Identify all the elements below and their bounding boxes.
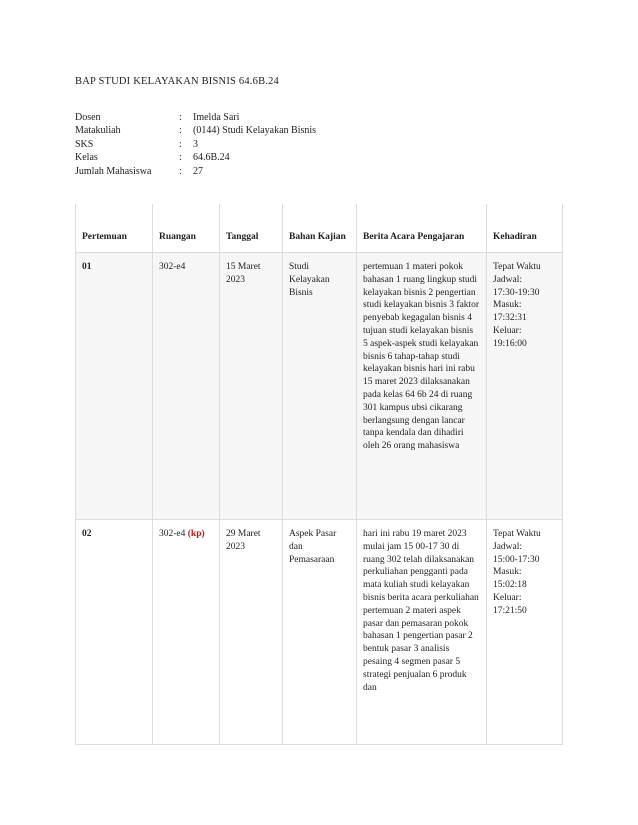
table-row: [76, 253, 563, 520]
cell-tanggal: 15 Maret 2023: [220, 253, 283, 520]
course-info: [75, 111, 316, 178]
cell-tanggal: 29 Maret 2023: [220, 520, 283, 745]
attendance-table: [75, 204, 563, 745]
info-value: 27: [193, 165, 203, 177]
info-colon: :: [179, 125, 182, 137]
info-colon: :: [179, 138, 182, 150]
header-bahan-kajian: Bahan Kajian: [283, 204, 357, 253]
info-colon: :: [179, 165, 182, 177]
header-berita-acara: Berita Acara Pengajaran: [357, 204, 487, 253]
cell-pertemuan: 02: [76, 520, 153, 745]
cell-berita-acara: hari ini rabu 19 maret 2023 mulai jam 15 00-17 30 di ruang 302 telah dilaksanakan perkuliahan pengganti pada mata kuliah studi kelayakan bisnis berita acara perkuliahan pertemuan 2 materi aspek pasar dan pemasaran pokok bahasan 1 pengertian pasar 2 bentuk pasar 3 analisis pesaing 4 segmen pasar 5 strategi penjualan 6 produk dan: [357, 520, 487, 745]
info-value: 3: [193, 138, 198, 150]
header-ruangan: Ruangan: [153, 204, 220, 253]
header-pertemuan: Pertemuan: [76, 204, 153, 253]
info-value: Imelda Sari: [193, 112, 240, 123]
kehadiran-keluar-label: Keluar:: [493, 592, 522, 603]
cell-bahan-kajian: Aspek Pasar dan Pemasaraan: [283, 520, 357, 745]
info-label: Matakuliah: [75, 125, 121, 137]
info-value: 64.6B.24: [193, 152, 230, 164]
info-value: (0144) Studi Kelayakan Bisnis: [193, 125, 317, 137]
ruangan-value: 302-e4: [159, 529, 186, 539]
info-row-dosen: [75, 111, 316, 124]
cell-bahan-kajian: Studi Kelayakan Bisnis: [283, 253, 357, 520]
cell-ruangan: [153, 520, 220, 745]
ruangan-value: 302-e4: [159, 262, 186, 272]
kehadiran-jadwal: 15:00-17:30: [493, 554, 540, 565]
kehadiran-jadwal-label: Jadwal:: [493, 541, 523, 552]
info-row-kelas: [75, 151, 316, 164]
info-label: SKS: [75, 138, 94, 150]
info-colon: :: [179, 112, 182, 123]
kehadiran-masuk-label: Masuk:: [493, 300, 522, 311]
cell-pertemuan: 01: [76, 253, 153, 520]
kehadiran-keluar-label: Keluar:: [493, 325, 522, 336]
info-colon: :: [179, 152, 182, 164]
table-header-row: [76, 204, 563, 253]
info-label: Kelas: [75, 152, 98, 164]
kehadiran-keluar: 19:16:00: [493, 338, 527, 349]
info-label: Jumlah Mahasiswa: [75, 165, 152, 177]
info-label: Dosen: [75, 112, 101, 123]
info-row-jumlah-mahasiswa: [75, 165, 316, 178]
table-row: [76, 520, 563, 745]
kehadiran-masuk: 15:02:18: [493, 580, 527, 591]
header-tanggal: Tanggal: [220, 204, 283, 253]
cell-berita-acara: pertemuan 1 materi pokok bahasan 1 ruang lingkup studi kelayakan bisnis 2 pengertian studi kelayakan bisnis 3 faktor penyebab kegagalan bisnis 4 tujuan studi kelayakan bisnis 5 aspek-aspek studi kelayakan bisnis 6 tahap-tahap studi kelayakan bisnis hari ini rabu 15 maret 2023 dilaksanakan pada kelas 64 6b 24 di ruang 301 kampus ubsi cikarang berlangsung dengan lancar tanpa kendala dan dihadiri oleh 26 orang mahasiswa: [357, 253, 487, 520]
cell-kehadiran: [487, 520, 563, 745]
info-row-sks: [75, 138, 316, 151]
kehadiran-status: Tepat Waktu: [493, 529, 541, 539]
info-row-matakuliah: [75, 124, 316, 137]
kehadiran-jadwal: 17:30-19:30: [493, 287, 540, 298]
kehadiran-masuk-label: Masuk:: [493, 567, 522, 578]
ruangan-tag-kp: (kp): [187, 529, 205, 539]
cell-kehadiran: [487, 253, 563, 520]
kehadiran-status: Tepat Waktu: [493, 262, 541, 272]
kehadiran-masuk: 17:32:31: [493, 313, 527, 324]
cell-ruangan: [153, 253, 220, 520]
document-title: BAP STUDI KELAYAKAN BISNIS 64.6B.24: [75, 76, 279, 87]
header-kehadiran: Kehadiran: [487, 204, 563, 253]
kehadiran-jadwal-label: Jadwal:: [493, 274, 523, 285]
kehadiran-keluar: 17:21:50: [493, 605, 527, 616]
